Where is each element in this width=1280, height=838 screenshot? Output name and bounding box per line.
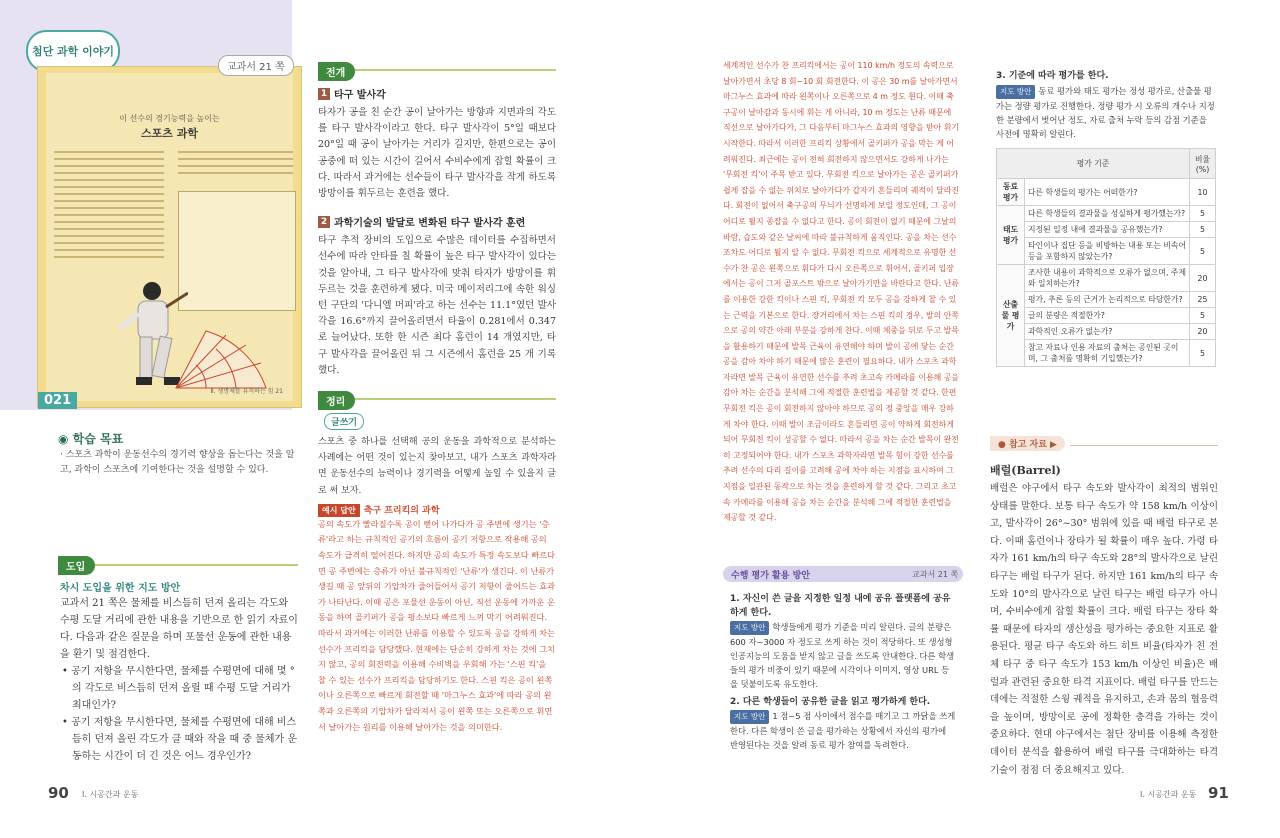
card-note-box	[178, 191, 296, 311]
reference-divider	[1070, 445, 1218, 446]
section-1-title	[318, 86, 556, 101]
cloud-label-text: 첨단 과학 이야기	[31, 45, 115, 58]
table-row	[997, 292, 1216, 308]
intro-bullet-2: • 공기 저항을 무시한다면, 물체를 수평면에 대해 비스듬히 던져 올린 각도가 클 때와 작을 때 중 물체가 운동하는 시간이 더 긴 것은 어느 경우인가?	[62, 717, 297, 762]
section-1-title-text: 타구 발사각	[334, 90, 386, 101]
table-criteria: 평가, 추론 등의 근거가 논리적으로 타당한가?	[1025, 292, 1190, 308]
section-1-number: 1	[318, 88, 330, 100]
example-header	[318, 503, 556, 517]
assessment-step-1-title: 1. 자신이 쓴 글을 지정한 일정 내에 공유 플랫폼에 공유하게 한다.	[730, 594, 951, 618]
section-1-body: 타자가 공을 친 순간 공이 날아가는 방향과 지면과의 각도를 타구 발사각이라고 한다. 타구 발사각이 5°일 때보다 20°일 때 공이 날아가는 거리가 길지만, 한편으로는 공이 공중에 떠 있는 시간이 길어서 수비수에게 잡힐 확률이 크다. 따라서 과거에는 선수들이 타구 발사각을 작게 하도록 방망이를 휘두르는 훈련을 했다.	[318, 107, 556, 200]
step-3-body	[996, 84, 1216, 141]
summary-tag: 정리	[318, 391, 355, 410]
intro-bullet-1: • 공기 저항을 무시한다면, 물체를 수평면에 대해 몇 °의 각도로 비스듬히 던져 올릴 때 수평 도달 거리가 최대인가?	[62, 666, 295, 711]
writing-prompt: 스포츠 중 하나를 선택해 공의 운동을 과학적으로 분석하는 사례에는 어떤 것이 있는지 찾아보고, 내가 스포츠 과학자라면 운동선수의 능력이나 경기력을 어떻게 높일 수 있을지 글로 써 보자.	[318, 437, 556, 496]
table-score: 5	[1190, 206, 1216, 222]
table-criteria: 참고 자료나 인용 자료의 출처는 공인된 곳이며, 그 출처를 명확히 기입했는가?	[1025, 340, 1190, 367]
table-row	[997, 206, 1216, 222]
intro-body	[60, 595, 300, 765]
table-category: 산출물 평가	[997, 265, 1025, 367]
page-number-right: 91	[1208, 784, 1229, 802]
reference-header	[990, 432, 1218, 450]
example-body: 공의 속도가 빨라질수록 공이 뻗어 나가다가 공 주변에 생기는 '층류'라고 하는 규칙적인 공기의 흐름이 공기 저항으로 작용해 공의 속도가 급격히 떨어진다. 하지만 공의 속도가 특정 속도보다 빠르다면 공 주변에는 층류가 아닌 불규칙적인 '난류'가 생긴다. 이 난류가 생길 때 공 앞뒤의 기압차가 줄어들어서 공기 저항이 줄어드는 효과가 나타난다. 이때 공은 포물선 운동이 아닌, 직선 운동에 가까운 운동을 하여 골키퍼가 공을 평소보다 빠르게 느껴 막기 어려워진다. 따라서 과거에는 이러한 난류를 이용할 수 있도록 공을 강하게 차는 선수가 프리킥을 담당했다. 현재에는 단순히 강하게 차는 것에 그치지 않고, 공의 회전력을 이용해 수비벽을 우회해 가는 '스핀 킥'을 찰 수 있는 선수가 프리킥을 담당하기도 한다. 스핀 킥은 공이 왼쪽이나 오른쪽으로 빠르게 회전할 때 '마그누스 효과'에 따라 공의 왼쪽과 오른쪽의 기압차가 달라져서 공이 왼쪽 또는 오른쪽으로 휘면서 날아가는 원리를 이용해 날아가는 것을 의미한다.	[318, 518, 555, 732]
example-tag: 예시 답안	[318, 504, 360, 517]
table-score: 25	[1190, 292, 1216, 308]
intro-paragraph: 교과서 21 쪽은 물체를 비스듬히 던져 올리는 각도와 수평 도달 거리에 관한 내용을 기반으로 한 읽기 자료이다. 다음과 같은 질문을 하며 포물선 운동에 관한 내용을 환기 및 점검한다.	[60, 598, 298, 660]
table-criteria: 과학적인 오류가 없는가?	[1025, 324, 1190, 340]
page-footer-right: Ⅰ. 시공간과 운동	[1140, 790, 1197, 799]
guide-tag-3: 지도 방안	[996, 85, 1035, 99]
guide-tag-2: 지도 방안	[730, 710, 769, 724]
table-header-criteria: 평가 기준	[997, 149, 1190, 179]
learning-goal-heading: ◉ 학습 목표	[58, 432, 124, 446]
card-title: 스포츠 과학	[141, 127, 198, 140]
reference-label-text: 참고 자료	[1009, 440, 1047, 450]
table-row	[997, 179, 1216, 206]
textbook-thumbnail-card	[37, 66, 302, 408]
table-criteria: 다른 학생들의 결과물을 성실하게 평가했는가?	[1025, 206, 1190, 222]
goal-heading-text: 학습 목표	[72, 432, 124, 446]
table-row	[997, 308, 1216, 324]
example-continued-column	[723, 58, 960, 526]
table-score: 10	[1190, 179, 1216, 206]
table-criteria: 글의 분량은 적절한가?	[1025, 308, 1190, 324]
page-id-badge: 021	[38, 392, 77, 409]
thumbnail-inner	[46, 73, 293, 401]
intro-subtitle: 차시 도입을 위한 지도 방안	[60, 583, 181, 594]
reference-label: ● 참고 자료 ▶	[990, 436, 1065, 451]
writing-label: 글쓰기	[324, 413, 364, 430]
card-footer: Ⅱ. 생명체를 유지하는 힘 21	[210, 388, 283, 395]
table-category: 태도 평가	[997, 206, 1025, 265]
table-criteria: 조사한 내용이 과학적으로 오류가 없으며, 주제와 일치하는가?	[1025, 265, 1190, 292]
table-score: 5	[1190, 340, 1216, 367]
table-category: 동료 평가	[997, 179, 1025, 206]
table-header-ratio: 비율 (%)	[1190, 149, 1216, 179]
table-score: 20	[1190, 265, 1216, 292]
page-number-left: 90	[48, 784, 69, 802]
section-2-title-text: 과학기술의 발달로 변화된 타구 발사각 훈련	[334, 218, 526, 230]
table-criteria: 지정된 일정 내에 결과물을 공유했는가?	[1025, 222, 1190, 238]
assessment-header: 수행 평가 활용 방안	[723, 566, 963, 582]
table-row	[997, 222, 1216, 238]
assessment-criteria-column	[996, 68, 1216, 141]
table-row	[997, 265, 1216, 292]
example-title: 축구 프리킥의 과학	[363, 505, 440, 516]
summary-header	[318, 391, 556, 407]
section-2-title	[318, 214, 556, 229]
card-subtitle: 이 선수의 경기능력을 높이는	[119, 114, 220, 123]
develop-tag: 전개	[318, 62, 355, 81]
section-2-number: 2	[318, 216, 330, 228]
learning-goal-text: · 스포츠 과학이 운동선수의 경기력 향상을 돕는다는 것을 알고, 과학이 스포츠에 기여한다는 것을 설명할 수 있다.	[60, 450, 295, 475]
develop-header	[318, 62, 556, 78]
section-2-body: 타구 추적 장비의 도입으로 수많은 데이터를 수집하면서 선수에 따라 안타를 칠 확률이 높은 타구 발사각이 있다는 것을 알아내, 그 타구 발사각에 맞춰 타자가 방망이를 휘두르는 것을 훈련하게 됐다. 미국 메이저리그에 속한 워싱턴 구단의 '다니엘 머피'라고 하는 선수는 11.1°였던 발사각을 16.6°까지 끌어올리면서 타율이 0.281에서 0.347로 늘어났다. 또한 한 시즌 최다 홈런이 14 개였지만, 타구 발사각을 끌어올린 뒤 그 시즌에서 홈런을 25 개 기록했다.	[318, 235, 556, 376]
table-score: 5	[1190, 238, 1216, 265]
step-3-title: 3. 기준에 따라 평가를 한다.	[996, 71, 1109, 81]
assessment-step-2-title: 2. 다른 학생들이 공유한 글을 읽고 평가하게 한다.	[730, 697, 931, 707]
card-text-lines-right	[178, 151, 293, 179]
step-3-text: 동료 평가와 태도 평가는 정성 평가로, 산출물 평가는 정량 평가로 진행한다. 정량 평가 시 오류의 개수나 지정한 분량에서 벗어난 정도, 자료 출처 누락 등의 감점 기준을 사전에 명확히 알린다.	[996, 86, 1215, 139]
assessment-body	[730, 588, 956, 752]
reference-title: 배럴(Barrel)	[990, 464, 1061, 477]
table-row	[997, 340, 1216, 367]
table-header-row	[997, 149, 1216, 179]
card-text-lines-left	[54, 151, 164, 263]
assessment-step-1-body	[730, 620, 956, 691]
development-column	[318, 62, 556, 735]
assessment-step-2-text: 1 점~5 점 사이에서 점수를 매기고 그 까닭을 쓰게 한다. 다른 학생이 쓴 글을 평가하는 상황에서 자신의 평가에 반영된다는 것을 알려 동료 평가 참여를 독려한다.	[730, 711, 956, 750]
assessment-textbook-ref: 교과서 21 쪽	[912, 570, 959, 579]
assessment-step-1-text: 학생들에게 평가 기준을 미리 알린다. 글의 분량은 600 자~3000 자 정도로 쓰게 하는 것이 적당하다. 또 생성형 인공지능의 도움을 받지 않고 글을 쓰도록 안내한다. 다른 학생들의 평가 비중이 있기 때문에 시각이나 이미지, 영상 URL 등을 덧붙이도록 유도한다.	[730, 622, 955, 689]
reference-body: 배럴은 야구에서 타구 속도와 발사각이 최적의 범위인 상태를 말한다. 보통 타구 속도가 약 158 km/h 이상이고, 발사각이 26°~30° 범위에 있을 때 배럴 타구로 본다. 이때 홈런이나 장타가 될 확률이 매우 높다. 가령 타자가 161 km/h의 타구 속도와 28°의 발사각으로 날린 타구는 배럴 타구가 된다. 하지만 161 km/h의 타구 속도와 10°의 발사각으로 날린 타구는 배럴 타구가 아니며, 수비수에게 잡힐 확률이 크다. 배럴 타구는 장타 확률 때문에 타자의 생산성을 평가하는 중요한 지표로 활용된다. 평균 타구 속도와 하드 히트 비율(타자가 친 전체 타구 중 타구 속도가 153 km/h 이상인 비율)은 배럴과 관련된 중요한 타격 지표이다. 배럴 타구를 만드는 데에는 적절한 스윙 궤적을 유지하고, 손과 몸의 협응력을 높이며, 방망이로 공에 정확한 충격을 가하는 것이 중요하다. 현대 야구에서는 첨단 장비를 이용해 측정한 데이터 분석을 활용하여 배럴 타구를 극대화하는 타격 기술이 점점 더 중요해지고 있다.	[990, 483, 1218, 776]
textbook-reference-badge: 교과서 21 쪽	[218, 55, 294, 76]
table-row	[997, 238, 1216, 265]
assessment-criteria-table	[996, 148, 1216, 367]
page-footer-left: Ⅰ. 시공간과 운동	[82, 790, 139, 799]
table-row	[997, 324, 1216, 340]
guide-tag-1: 지도 방안	[730, 621, 769, 635]
intro-tag: 도입	[58, 556, 95, 575]
table-criteria: 다른 학생들의 평가는 어떠한가?	[1025, 179, 1190, 206]
table-score: 5	[1190, 222, 1216, 238]
launch-angle-chart-image	[166, 323, 276, 393]
assessment-step-2-body	[730, 709, 956, 752]
table-score: 5	[1190, 308, 1216, 324]
table-score: 20	[1190, 324, 1216, 340]
table-criteria: 타인이나 집단 등을 비방하는 내용 또는 비속어 등을 포함하지 않았는가?	[1025, 238, 1190, 265]
example-continued-body: 세계적인 선수가 찬 프리킥에서는 공이 110 km/h 정도의 속력으로 날아가면서 초당 8 회~10 회 회전한다. 이 공은 30 m를 날아가면서 마그누스 효과에 따라 왼쪽이나 오른쪽으로 4 m 정도 휜다. 이때 축구공이 날아감과 동시에 휘는 게 아니라, 10 m 정도는 난류 때문에 직선으로 날아가다가, 그 다음부터 마그누스 효과의 영향을 받아 휘기 시작한다. 따라서 이러한 프리킥 상황에서 골키퍼가 공을 막는 게 어려워진다. 최근에는 공이 전혀 회전하지 않으면서도 강하게 나가는 '무회전 킥'이 주목 받고 있다. 무회전 킥으로 날아가는 공은 골키퍼가 쉽게 잡을 수 없는 위치로 날아가다가 갑자기 흔들리며 궤적이 달라진다. 회전이 없어서 축구공의 무늬가 선명하게 보일 정도인데, 그 공이 어디로 튈지 종잡을 수 없다고 한다. 공이 회전이 없기 때문에 그날의 바람, 습도와 같은 날씨에 따라 불규칙하게 움직인다. 공을 차는 선수조차도 어디로 튈지 알 수 없다. 무회전 킥으로 세계적으로 유명한 선수가 찬 공은 왼쪽으로 휘다가 다시 오른쪽으로 휘어서, 골키퍼 입장에서는 공이 그저 골포스트 밖으로 날아가기만을 바란다고 한다. 난류를 이용한 강한 킥이나 스핀 킥, 무회전 킥 모두 공을 강하게 찰 수 있는 근력을 기본으로 한다. 장거리에서 차는 스핀 킥의 경우, 발의 안쪽으로 공의 약간 아래 부분을 강하게 찬다. 이때 체중을 뒤로 두고 발목을 활용하기 때문에 발목 근육이 유연해야 하며 발이 공에 닿는 순간 공을 감아 차야 하기 때문에 많은 훈련이 필요하다. 내가 스포츠 과학자라면 발목 근육이 유연한 선수를 추려 초고속 카메라를 이용해 공을 감아 차는 순간을 분석해 그에 적절한 훈련법을 제공할 것 같다. 한편 무회전 킥은 공이 회전하지 않아야 하므로 공의 정 중앙을 매우 강하게 차야 한다. 이때 발이 조금이라도 흔들리면 공이 약하게 회전하게 되어 무회전 킥이 성공할 수 없다. 따라서 공을 차는 순간 발목이 완전히 고정되어야 한다. 내가 스포츠 과학자라면 발목 힘이 강한 선수를 추려 선수의 다리 길이를 고려해 공에 차야 하는 지점을 표시하여 그 지점을 일관된 동작으로 차는 것을 훈련하게 할 것 같다. 그리고 초고속 카메라를 이용해 공을 차는 순간을 분석해 그에 적절한 훈련법을 제공할 것 같다.	[723, 61, 960, 523]
